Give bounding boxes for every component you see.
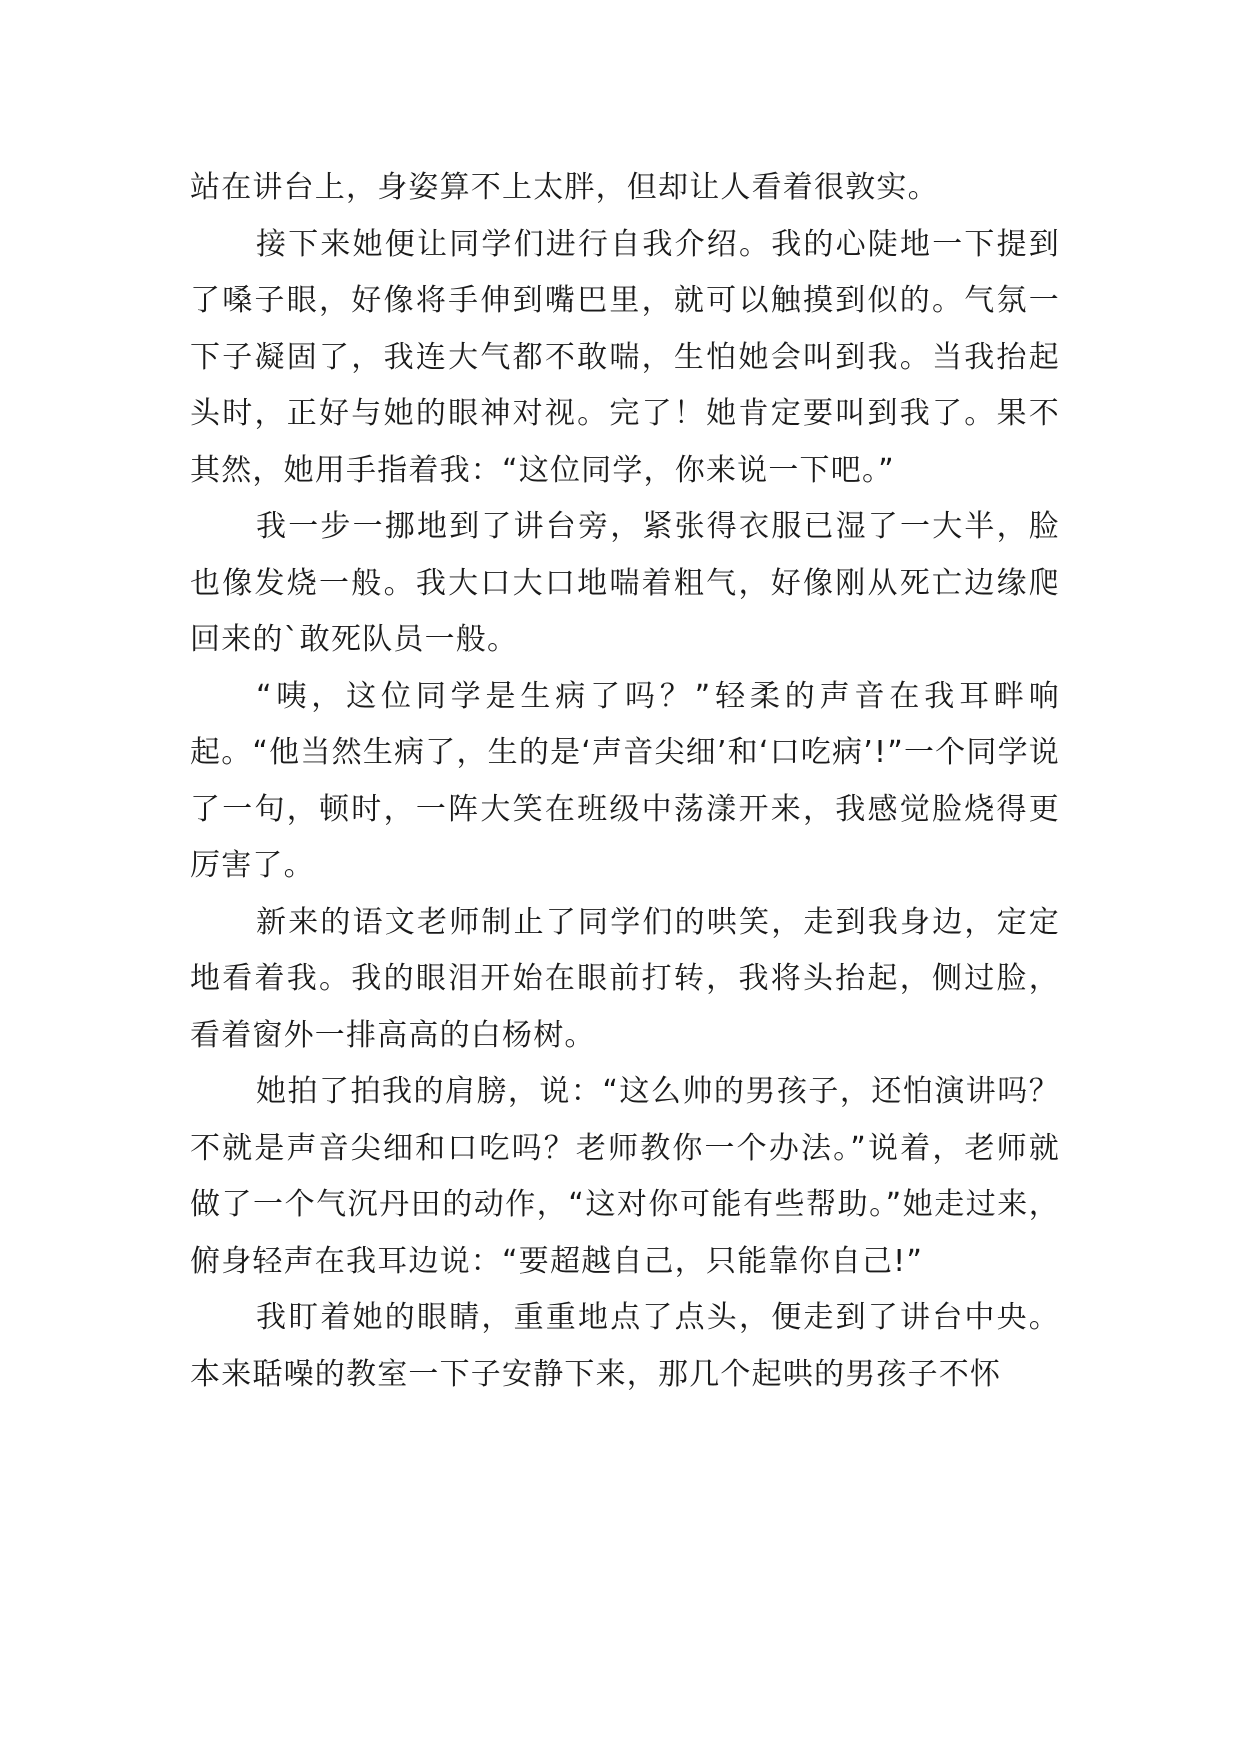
paragraph-6: 她拍了拍我的肩膀，说：“这么帅的男孩子，还怕演讲吗？不就是声音尖细和口吃吗？老师教你一个办法。”说着，老师就做了一个气沉丹田的动作，“这对你可能有些帮助。”她走过来，俯身轻声在我耳边说：“要超越自己，只能靠你自己!” bbox=[190, 1074, 1060, 1279]
paragraph-3: 我一步一挪地到了讲台旁，紧张得衣服已湿了一大半，脸也像发烧一般。我大口大口地喘着粗气，好像刚从死亡边缘爬回来的`敢死队员一般。 bbox=[190, 509, 1060, 657]
paragraph-7: 我盯着她的眼睛，重重地点了点头，便走到了讲台中央。本来聒噪的教室一下子安静下来，那几个起哄的男孩子不怀 bbox=[190, 1300, 1060, 1392]
paragraph-1: 站在讲台上，身姿算不上太胖，但却让人看着很敦实。 bbox=[190, 170, 939, 205]
paragraph-4: “咦，这位同学是生病了吗？”轻柔的声音在我耳畔响起。“他当然生病了，生的是‘声音尖细’和‘口吃病’!”一个同学说了一句，顿时，一阵大笑在班级中荡漾开来，我感觉脸烧得更厉害了。 bbox=[190, 678, 1060, 883]
paragraph-2: 接下来她便让同学们进行自我介绍。我的心陡地一下提到了嗓子眼，好像将手伸到嘴巴里，就可以触摸到似的。气氛一下子凝固了，我连大气都不敢喘，生怕她会叫到我。当我抬起头时，正好与她的眼神对视。完了！她肯定要叫到我了。果不其然，她用手指着我：“这位同学，你来说一下吧。” bbox=[190, 226, 1060, 488]
paragraph-5: 新来的语文老师制止了同学们的哄笑，走到我身边，定定地看着我。我的眼泪开始在眼前打转，我将头抬起，侧过脸，看着窗外一排高高的白杨树。 bbox=[190, 904, 1060, 1053]
body-text bbox=[190, 160, 1060, 1403]
